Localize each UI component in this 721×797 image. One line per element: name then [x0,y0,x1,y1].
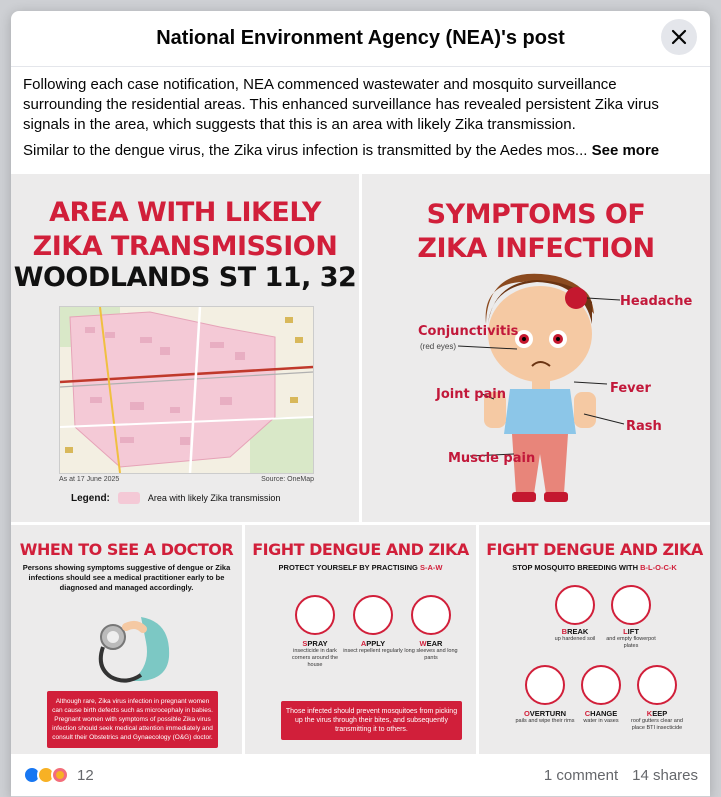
tile5-sub-prefix: STOP MOSQUITO BREEDING WITH [512,563,639,572]
keep-icon [637,665,677,705]
lift-first: L [623,627,628,636]
legend-label: Legend: [71,492,110,504]
tile5-subtitle [485,563,704,573]
close-button[interactable] [661,19,697,55]
overturn-first: O [523,709,530,718]
tile1-title-line1: AREA WITH LIKELY [49,197,321,228]
symptom-joint-pain: Joint pain [436,387,507,402]
tile4-subtitle [251,563,470,573]
wear-first: W [419,639,427,648]
change-icon [581,665,621,705]
post-paragraph-1: Following each case notification, NEA commenced wastewater and mosquito surveillance surrounding the residential areas. This enhanced surveillance has revealed persistent Zika virus signals in the area, which suggests that this is an area with likely Zika transmission. [23,76,659,133]
post-paragraph-2 [23,141,698,161]
see-more-link[interactable]: See more [591,142,660,159]
comment-count-link[interactable]: 1 comment [543,766,619,784]
share-count-link[interactable]: 14 shares [632,766,698,784]
tile4-warning-box: Those infected should prevent mosquitoes from picking up the virus through their bites, and subsequently transmitting it to others. [281,701,462,740]
reaction-count: 12 [77,766,94,784]
symptom-headache: Headache [620,294,693,309]
legend-swatch [118,492,140,504]
apply-rest: PPLY [366,639,386,648]
tile1-title [11,196,359,264]
spray-rest: PRAY [307,639,328,648]
change-desc: water in vases [583,718,619,724]
modal-header [11,11,710,67]
break-first: B [561,627,568,636]
symptom-muscle-pain: Muscle pain [448,451,536,466]
care-reaction-icon [51,766,69,784]
tile2-title-line2: ZIKA INFECTION [417,233,655,264]
post-footer [11,754,710,797]
apply-first: A [360,639,367,648]
map-date: As at 17 June 2025 [59,476,120,483]
stethoscope-icon [91,607,181,687]
zika-area-map [59,306,314,474]
image-grid [11,174,710,754]
map-source: Source: OneMap [261,476,314,483]
post-modal [11,11,710,797]
apply-label [343,639,403,655]
break-desc: up hardened soil [554,636,596,642]
map-legend [71,492,280,504]
image-tile-block[interactable] [479,525,710,754]
post-stats [544,767,698,784]
change-rest: HANGE [590,709,618,718]
symptom-conjunctivitis: Conjunctivitis [418,324,519,339]
symptom-rash: Rash [626,419,662,434]
keep-first: K [646,709,653,718]
legend-text: Area with likely Zika transmission [147,493,281,503]
tile4-sub-highlight: S-A-W [419,563,443,572]
wear-rest: EAR [426,639,443,648]
break-label [545,627,605,643]
image-tile-saw[interactable] [245,525,476,754]
symptom-red-eyes: (red eyes) [420,342,457,351]
overturn-icon [525,665,565,705]
post-paragraph-2-text: Similar to the dengue virus, the Zika virus infection is transmitted by the Aedes mos... [23,142,588,159]
lift-rest: IFT [627,627,639,636]
keep-label [627,709,687,732]
tile3-text: Persons showing symptoms suggestive of dengue or Zika infections should see a medical practitioner early to be diagnosed and managed accordingly. [22,563,231,592]
tile4-title: FIGHT DENGUE AND ZIKA [252,540,469,559]
image-tile-zika-area[interactable] [11,174,359,522]
keep-desc: roof gutters clear and place BTI insecticide [631,718,683,731]
tile1-location: WOODLANDS ST 11, 32 [13,262,357,293]
change-first: C [584,709,591,718]
spray-icon [295,595,335,635]
wear-label [401,639,461,662]
tile3-title: WHEN TO SEE A DOCTOR [19,540,234,559]
modal-title: National Environment Agency (NEA)'s post [156,27,565,49]
map-graphic [60,307,313,473]
symptom-fever: Fever [610,381,651,396]
wear-icon [411,595,451,635]
apply-icon [353,595,393,635]
overturn-rest: VERTURN [529,709,567,718]
close-icon [671,29,687,45]
image-tile-symptoms[interactable] [362,174,710,522]
lift-icon [611,585,651,625]
reactions-summary[interactable] [23,766,94,784]
change-label [571,709,631,725]
apply-desc: insect repellent regularly [343,648,403,654]
image-tile-see-doctor[interactable] [11,525,242,754]
tile2-title-line1: SYMPTOMS OF [426,199,646,230]
break-icon [555,585,595,625]
tile4-sub-prefix: PROTECT YOURSELF BY PRACTISING [278,563,418,572]
break-rest: REAK [567,627,589,636]
child-illustration [362,174,710,522]
keep-rest: EEP [652,709,668,718]
spray-first: S [302,639,308,648]
lift-label [601,627,661,650]
overturn-desc: pails and wipe their rims [515,718,575,724]
tile5-sub-highlight: B-L-O-C-K [640,563,677,572]
wear-desc: long sleeves and long pants [404,648,458,661]
lift-desc: and empty flowerpot plates [606,636,656,649]
tile3-warning-box: Although rare, Zika virus infection in pregnant women can cause birth defects such as microcephaly in babies. Pregnant women with symptoms of possible Zika virus infection should seek medical attention immediately and consult their Obstetrics and Gynaecology (O&G) doctor. [47,691,218,748]
tile1-title-line2: ZIKA TRANSMISSION [32,231,338,262]
overturn-label [515,709,575,725]
spray-desc: insecticide in dark corners around the house [291,648,339,668]
tile5-title: FIGHT DENGUE AND ZIKA [486,540,703,559]
post-text [11,67,710,161]
spray-label [285,639,345,669]
